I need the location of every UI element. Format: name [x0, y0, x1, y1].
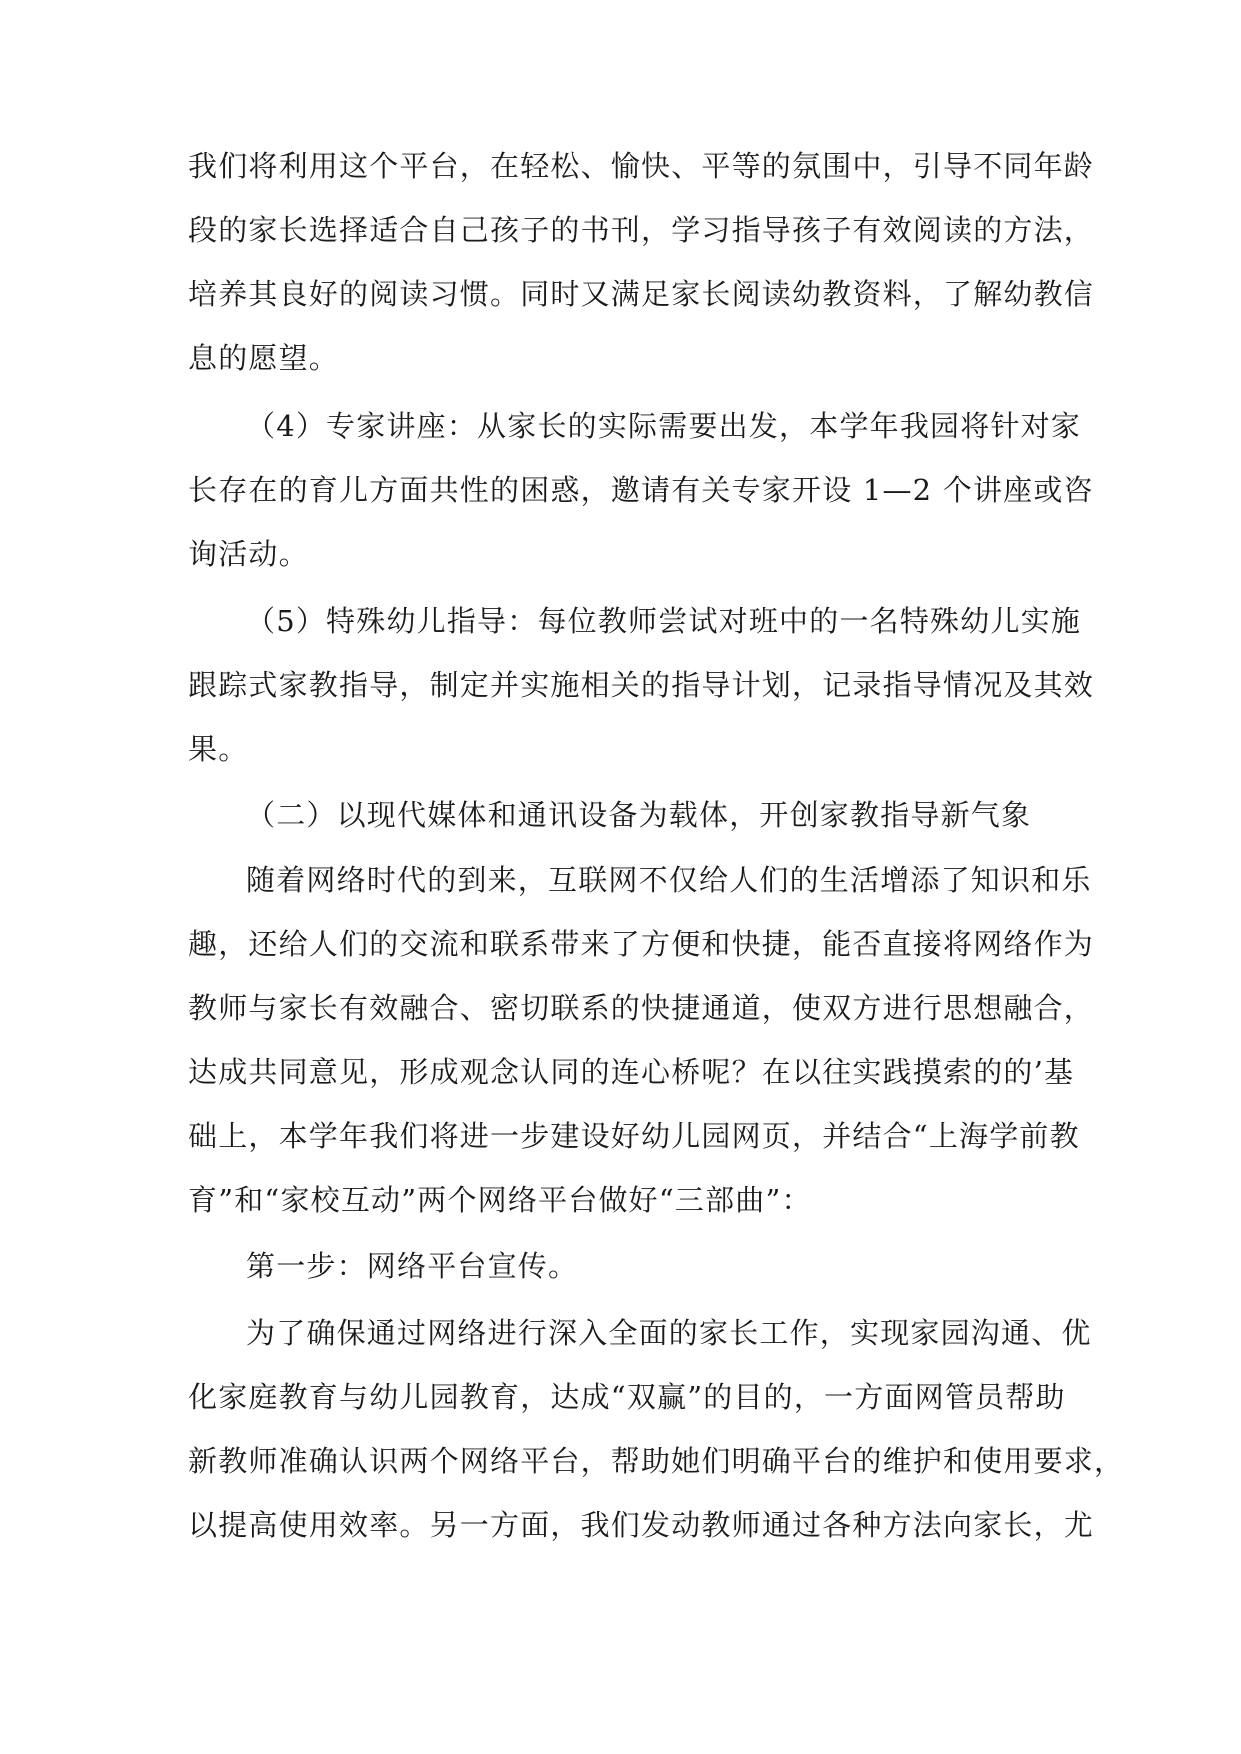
section-heading: （二）以现代媒体和通讯设备为载体，开创家教指导新气象	[246, 798, 1032, 832]
text-line: 询活动。	[188, 537, 309, 571]
text-line: 我们将利用这个平台，在轻松、愉快、平等的氛围中，引导不同年龄	[188, 149, 1095, 183]
text-line: 趣，还给人们的交流和联系带来了方便和快捷，能否直接将网络作为	[188, 927, 1095, 961]
text-line: 教师与家长有效融合、密切联系的快捷通道，使双方进行思想融合，	[188, 991, 1095, 1025]
step-heading: 第一步：网络平台宣传。	[246, 1249, 579, 1283]
text-line: 新教师准确认识两个网络平台，帮助她们明确平台的维护和使用要求，	[188, 1444, 1125, 1478]
text-line: 培养其良好的阅读习惯。同时又满足家长阅读幼教资料，了解幼教信	[188, 277, 1095, 311]
list-item-5-heading: （5）特殊幼儿指导：每位教师尝试对班中的一名特殊幼儿实施	[246, 604, 1082, 638]
text-line: 跟踪式家教指导，制定并实施相关的指导计划，记录指导情况及其效	[188, 668, 1095, 702]
text-line: 达成共同意见，形成观念认同的连心桥呢？在以往实践摸索的的’基	[188, 1055, 1075, 1089]
text-line: 化家庭教育与幼儿园教育，达成“双赢”的目的，一方面网管员帮助	[188, 1380, 1066, 1414]
text-line: 为了确保通过网络进行深入全面的家长工作，实现家园沟通、优	[246, 1316, 1092, 1350]
text-line: 段的家长选择适合自己孩子的书刊，学习指导孩子有效阅读的方法，	[188, 213, 1095, 247]
text-line: 长存在的育儿方面共性的困惑，邀请有关专家开设 1—2 个讲座或咨	[188, 473, 1094, 507]
text-line: 育”和“家校互动”两个网络平台做好“三部曲”：	[188, 1183, 812, 1217]
text-line: 础上，本学年我们将进一步建设好幼儿园网页，并结合“上海学前教	[188, 1119, 1080, 1153]
text-line: 果。	[188, 732, 249, 766]
list-item-4-heading: （4）专家讲座：从家长的实际需要出发，本学年我园将针对家	[246, 409, 1082, 443]
text-line: 以提高使用效率。另一方面，我们发动教师通过各种方法向家长，尤	[188, 1508, 1095, 1542]
text-line: 随着网络时代的到来，互联网不仅给人们的生活增添了知识和乐	[246, 863, 1092, 897]
text-line: 息的愿望。	[188, 341, 340, 375]
